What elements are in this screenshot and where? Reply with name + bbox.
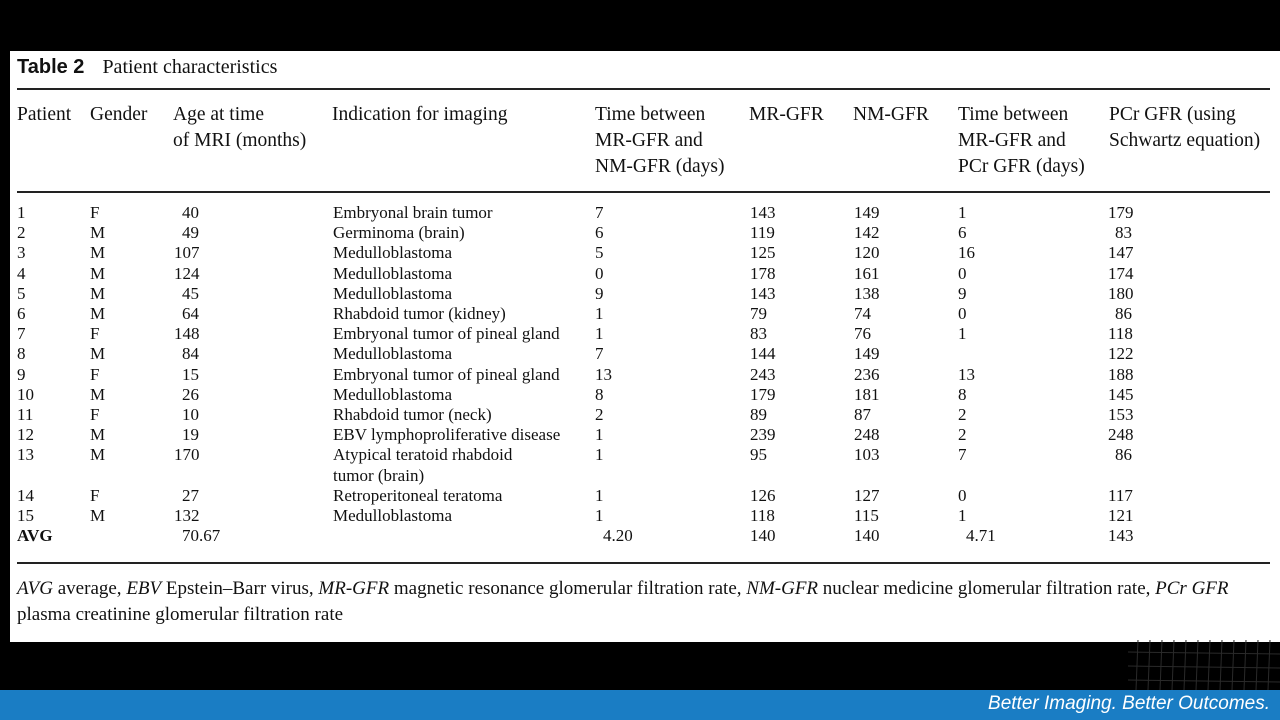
table-cell: 179	[750, 384, 776, 404]
footnote-text: average,	[53, 578, 127, 599]
column-header: Age at time of MRI (months)	[173, 104, 307, 151]
table-cell: 4	[17, 263, 26, 283]
table-cell: 8	[595, 384, 604, 404]
table-row	[17, 445, 1258, 485]
table-cell: Medulloblastoma	[333, 283, 452, 303]
table-cell: 6	[595, 223, 604, 243]
table-cell: Medulloblastoma	[333, 263, 452, 283]
table-cell: 2	[595, 405, 604, 425]
table-cell	[958, 344, 1108, 364]
table-cell: 118	[1108, 324, 1133, 344]
table-row	[17, 284, 1258, 304]
table-cell: 16	[958, 243, 975, 263]
table-cell: M	[90, 223, 106, 243]
table-cell: 147	[1108, 243, 1134, 263]
table-cell: 87	[854, 405, 871, 425]
table-cell: 126	[750, 485, 776, 505]
table-cell: 103	[854, 445, 880, 465]
table-cell: M	[90, 304, 106, 324]
table-cell: 10	[182, 405, 199, 425]
table-cell: 89	[750, 405, 767, 425]
table-cell: 120	[854, 243, 880, 263]
footnote-abbr: EBV	[126, 578, 162, 599]
table-cell: Medulloblastoma	[333, 243, 452, 263]
table-cell: 1	[958, 203, 967, 222]
table-cell: M	[90, 243, 106, 263]
table-cell: 1	[595, 304, 604, 324]
table-cell: Medulloblastoma	[333, 384, 452, 404]
table-cell: 117	[1108, 485, 1133, 505]
table-cell: 122	[1108, 344, 1134, 364]
table-cell: 2	[958, 425, 967, 445]
table-cell: 188	[1108, 364, 1134, 384]
table-cell: 107	[174, 243, 200, 263]
table-row	[17, 405, 1258, 425]
table-cell: 19	[182, 425, 199, 445]
table-cell: 138	[854, 283, 880, 303]
table-cell: 143	[1108, 526, 1134, 546]
table-cell: 79	[750, 304, 767, 324]
table-cell: 140	[854, 526, 880, 546]
table-row	[17, 385, 1258, 405]
table-cell: 49	[182, 223, 199, 243]
table-cell: Embryonal tumor of pineal gland	[333, 364, 560, 384]
table-cell: F	[90, 324, 100, 344]
column-header: MR-GFR	[749, 104, 824, 125]
footnote	[17, 576, 1277, 628]
table-cell: 115	[854, 506, 879, 526]
footnote-text: magnetic resonance glomerular filtration rate,	[389, 578, 747, 599]
table-cell: 4.71	[966, 526, 996, 546]
table-cell: Atypical teratoid rhabdoid tumor (brain)	[333, 445, 513, 485]
table-cell: 7	[17, 324, 26, 344]
table-cell: 132	[174, 506, 200, 526]
table-cell: 83	[1115, 223, 1132, 243]
data-table	[17, 203, 1258, 546]
table-cell: 15	[17, 506, 34, 526]
table-cell: AVG	[17, 526, 53, 546]
bottom-rule	[17, 562, 1270, 564]
table-cell	[333, 526, 595, 546]
table-cell: 2	[17, 223, 26, 243]
table-cell: 161	[854, 263, 880, 283]
table-cell: 179	[1108, 203, 1134, 222]
table-cell: 83	[750, 324, 767, 344]
table-cell: 118	[750, 506, 775, 526]
footnote-abbr: MR-GFR	[318, 578, 390, 599]
table-cell: 11	[17, 405, 34, 425]
table-cell: F	[90, 364, 100, 384]
table-cell	[90, 526, 174, 546]
table-row	[17, 365, 1258, 385]
table-cell: 9	[958, 283, 967, 303]
table-cell: 181	[854, 384, 880, 404]
table-cell: 153	[1108, 405, 1134, 425]
table-cell: 84	[182, 344, 199, 364]
table-panel	[10, 51, 1280, 642]
table-cell: 0	[958, 304, 967, 324]
table-cell: 119	[750, 223, 775, 243]
column-header: Indication for imaging	[332, 104, 508, 125]
table-cell: 1	[958, 506, 967, 526]
footnote-abbr: AVG	[17, 578, 53, 599]
table-cell: 1	[595, 485, 604, 505]
table-cell: M	[90, 283, 106, 303]
table-cell: F	[90, 485, 100, 505]
table-row	[17, 324, 1258, 344]
tagline: Better Imaging. Better Outcomes.	[988, 693, 1270, 714]
table-cell: 13	[17, 445, 34, 465]
table-cell: 86	[1115, 445, 1132, 465]
table-row	[17, 264, 1258, 284]
table-cell: Germinoma (brain)	[333, 223, 465, 243]
column-header: Gender	[90, 104, 148, 125]
table-cell: 40	[182, 203, 199, 222]
footnote-text: nuclear medicine glomerular filtration rate,	[818, 578, 1156, 599]
table-cell: 10	[17, 384, 34, 404]
table-cell: 170	[174, 445, 200, 465]
table-cell: 248	[1108, 425, 1134, 445]
table-cell: 15	[182, 364, 199, 384]
table-cell: 7	[595, 344, 604, 364]
table-cell: 74	[854, 304, 871, 324]
table-cell: 0	[958, 485, 967, 505]
table-cell: 149	[854, 344, 880, 364]
table-cell: 7	[958, 445, 967, 465]
average-row	[17, 526, 1258, 546]
brand-bar	[0, 690, 1280, 720]
table-cell: 26	[182, 384, 199, 404]
table-cell: 86	[1115, 304, 1132, 324]
table-cell: 149	[854, 203, 880, 222]
table-row	[17, 506, 1258, 526]
table-cell: 239	[750, 425, 776, 445]
table-cell: 1	[595, 425, 604, 445]
table-cell: Retroperitoneal teratoma	[333, 485, 503, 505]
table-cell: 13	[595, 364, 612, 384]
footnote-text: Epstein–Barr virus,	[161, 578, 319, 599]
table-cell: 236	[854, 364, 880, 384]
table-cell: 13	[958, 364, 975, 384]
table-cell: Rhabdoid tumor (neck)	[333, 405, 492, 425]
table-row	[17, 203, 1258, 223]
table-cell: EBV lymphoproliferative disease	[333, 425, 561, 445]
table-row	[17, 304, 1258, 324]
table-cell: Embryonal brain tumor	[333, 203, 493, 222]
footnote-abbr: NM-GFR	[746, 578, 819, 599]
table-cell: M	[90, 263, 106, 283]
table-cell: M	[90, 384, 106, 404]
table-cell: 9	[595, 283, 604, 303]
table-cell: 7	[595, 203, 604, 222]
table-cell: 12	[17, 425, 34, 445]
column-header: Patient	[17, 104, 72, 125]
table-caption	[17, 56, 277, 79]
table-cell: M	[90, 344, 106, 364]
table-cell: 0	[595, 263, 604, 283]
table-cell: 9	[17, 364, 26, 384]
decorative-grid-pattern	[1128, 640, 1280, 690]
table-cell: 140	[750, 526, 776, 546]
table-cell: 124	[174, 263, 200, 283]
table-cell: 45	[182, 283, 199, 303]
table-cell: 143	[750, 283, 776, 303]
table-cell: 180	[1108, 283, 1134, 303]
table-cell: 6	[17, 304, 26, 324]
table-cell: 6	[958, 223, 967, 243]
table-cell: 4.20	[603, 526, 633, 546]
table-cell: Embryonal tumor of pineal gland	[333, 324, 560, 344]
table-cell: 145	[1108, 384, 1134, 404]
table-row	[17, 486, 1258, 506]
table-row	[17, 243, 1258, 263]
table-cell: 14	[17, 485, 34, 505]
table-cell: 1	[595, 506, 604, 526]
table-cell: 143	[750, 203, 776, 222]
table-row	[17, 344, 1258, 364]
table-cell: 5	[17, 283, 26, 303]
header-rule	[17, 191, 1270, 193]
table-cell: 5	[595, 243, 604, 263]
column-header: Time between MR-GFR and PCr GFR (days)	[958, 104, 1085, 177]
table-cell: 248	[854, 425, 880, 445]
table-cell: 95	[750, 445, 767, 465]
footnote-abbr: PCr GFR	[1155, 578, 1229, 599]
table-cell: 178	[750, 263, 776, 283]
table-cell: 76	[854, 324, 871, 344]
table-cell: M	[90, 445, 106, 465]
table-cell: F	[90, 203, 100, 222]
table-cell: Rhabdoid tumor (kidney)	[333, 304, 506, 324]
table-cell: 27	[182, 485, 199, 505]
table-cell: 1	[17, 203, 26, 222]
table-cell: 1	[958, 324, 967, 344]
table-cell: 127	[854, 485, 880, 505]
table-cell: 1	[595, 445, 604, 465]
table-cell: M	[90, 506, 106, 526]
column-header: NM-GFR	[853, 104, 929, 125]
table-cell: M	[90, 425, 106, 445]
table-cell: 8	[958, 384, 967, 404]
table-cell: 144	[750, 344, 776, 364]
table-cell: 1	[595, 324, 604, 344]
table-cell: 2	[958, 405, 967, 425]
table-cell: F	[90, 405, 100, 425]
table-cell: Medulloblastoma	[333, 344, 452, 364]
table-cell: 121	[1108, 506, 1134, 526]
table-cell: 125	[750, 243, 776, 263]
table-cell: Medulloblastoma	[333, 506, 452, 526]
top-rule	[17, 88, 1270, 90]
table-cell: 142	[854, 223, 880, 243]
table-cell: 64	[182, 304, 199, 324]
table-cell: 8	[17, 344, 26, 364]
table-cell: 174	[1108, 263, 1134, 283]
table-cell: 70.67	[182, 526, 221, 546]
table-cell: 148	[174, 324, 200, 344]
table-cell: 3	[17, 243, 26, 263]
column-header: Time between MR-GFR and NM-GFR (days)	[595, 104, 725, 177]
table-label: Table 2	[17, 56, 85, 78]
table-cell: 0	[958, 263, 967, 283]
table-row	[17, 223, 1258, 243]
table-cell: 243	[750, 364, 776, 384]
table-title: Patient characteristics	[102, 56, 278, 78]
column-header: PCr GFR (using Schwartz equation)	[1109, 104, 1261, 151]
table-row	[17, 425, 1258, 445]
footnote-text: plasma creatinine glomerular filtration rate	[17, 604, 344, 625]
